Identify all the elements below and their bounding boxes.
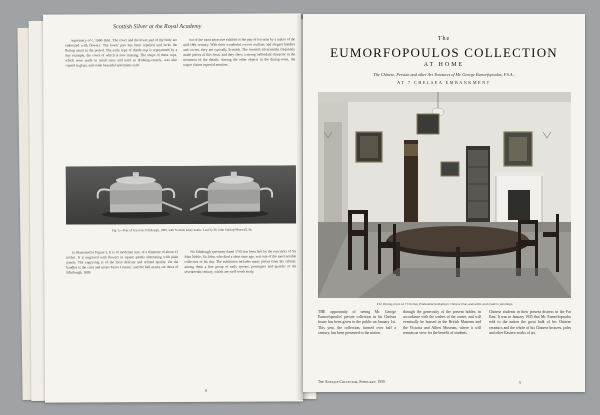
left-column-1 <box>65 38 178 169</box>
paragraph: in illustrated in Figure 5. It is of moderate size, of a diameter of about 12 inches. It is engraved with flowers in square panels alternating with plain panels. The engraving is of the most delicate and refined quality. On the handles is the crest and motto 'Ferro Comite,' and the hall-marks are those of Edinburgh, 1809. <box>66 249 179 275</box>
page-number: 5 <box>519 380 521 385</box>
right-column-3 <box>489 310 571 384</box>
running-head: Scottish Silver at the Royal Academy <box>113 23 202 31</box>
article-description: The Chinese, Persian and other Art Treasures of Mr. George Eumorfopoulos, F.S.A., <box>373 72 515 77</box>
paragraph: THE opportunity of seeing Mr. George Eumorfopoulos' private collection in his Chelsea house has been given to the public on January 1st. This year, the collection, formed over half a century, has been presented to the nation. <box>318 310 396 335</box>
right-page <box>303 14 585 392</box>
paragraph: out of the most attractive exhibits is the pair of tea-urns by a maker of the mid-18th century. With their wonderful rococo outlines and elegant handles and covers, they are typically Scottish. The Scottish silversmiths frequently made pieces of this form, and they show a strong individual character in the treatment of the details. Among the other objects in the dining-room, the teapot claims especial mention. <box>183 37 296 67</box>
article-title: EUMORFOPOULOS COLLECTION <box>330 45 558 60</box>
right-column-2 <box>403 310 481 384</box>
photo-caption: The Dining-room at 7 Chelsea Embankment displays Chinese blue-and-white and modern paintings. <box>376 302 514 306</box>
dining-room-photo <box>318 92 571 298</box>
right-column-1 <box>318 310 396 384</box>
paragraph: through the generosity of the present holder, in accordance with the wishes of the owner, and will eventually be housed in the British Museum and the Victoria and Albert Museum, where it will remain on view for the benefit of students. <box>403 310 481 335</box>
left-page <box>43 13 303 402</box>
photo-caption: Fig. 5.—Pair of Tea-urns. Edinburgh, 1809, with Scottish assay marks. Lent by Sir John Stirling-Maxwell, Bt. <box>111 227 253 233</box>
title-prefix: The <box>437 36 451 42</box>
magazine-footer: The Antique Collector, February, 1939. <box>318 380 386 384</box>
left-column-4 <box>184 249 297 400</box>
left-column-2 <box>183 37 296 168</box>
paragraph: supremacy of c. 1660-1661. The cover and the lower part of the body are embossed with flowers. The lower part has been repaired and lacks the fluting usual in the period. The early type of thistle-cup is represented by a tiny example, the cover of which is now missing. The shape of these cups, which were made in small sizes and used as drinking-vessels, was also copied in glass, and some beautiful specimens exist. <box>65 37 178 68</box>
paragraph: Chinese students in their present distress in the Far East. It was in January 1935 that Mr. Eumorfopoulos sold to the nation the great bulk of his Chinese ceramics and the whole of his Chinese bronzes, jades and other Eastern works of art. <box>489 310 571 335</box>
left-column-3 <box>66 250 179 401</box>
article-subtitle: AT HOME <box>423 62 465 68</box>
article-address: AT 7 CHELSEA EMBANKMENT <box>397 80 491 85</box>
page-number: 8 <box>204 387 207 393</box>
tea-urns-photo <box>66 165 296 224</box>
paragraph: No Edinburgh specimen dated 1745 has been lent by the executors of Sir John Noble. Sir John, who died a short time ago, was one of the most notable collectors of his day. The exhibition includes many pieces from his cabinet, among them a fine group of early spoons, porringers and quaichs of the seventeenth century, which are well worth study. <box>184 249 297 274</box>
